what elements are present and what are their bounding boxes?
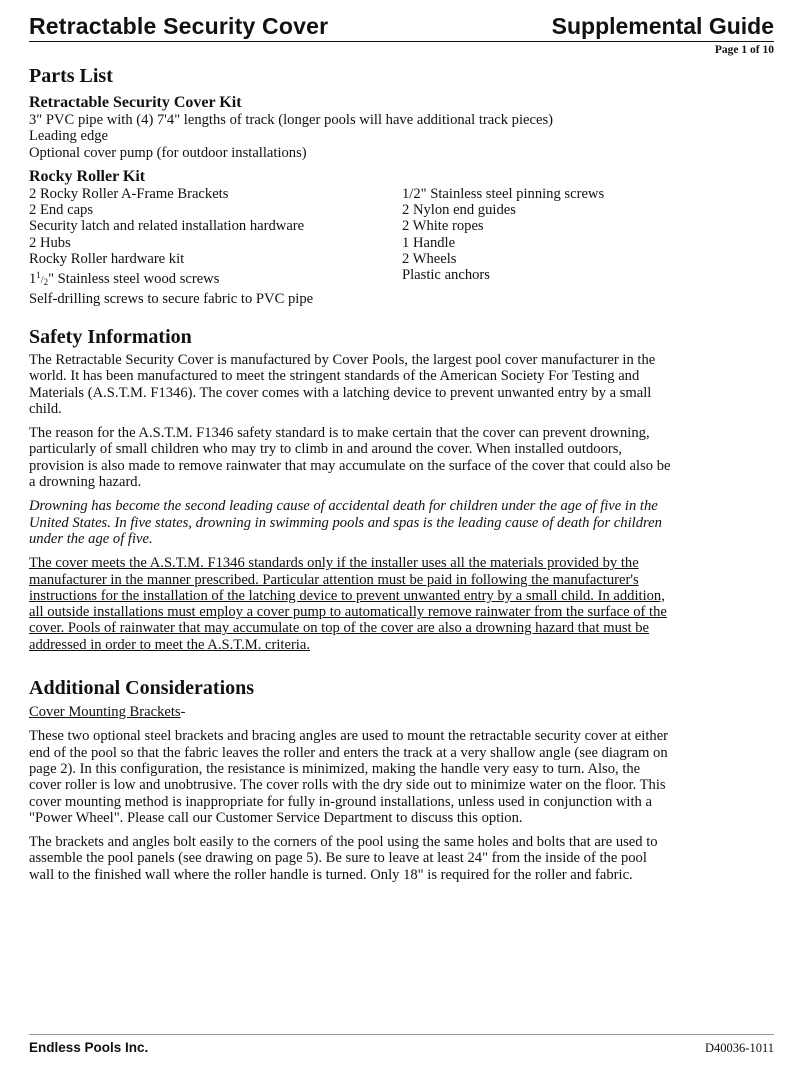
text-line: page 2). In this configuration, the resistance is minimized, making the handle very easy to turn. Also, the [29, 760, 641, 777]
list-item: 1/2" Stainless steel pinning screws [402, 185, 605, 202]
text-line: particularly of small children who may try to climb in and around the cover. When installed outdoors, [29, 441, 623, 458]
additional-paragraph-1 [29, 728, 775, 826]
text-line: instructions for the installation of the latching device to prevent unwanted entry by a small child. In addition, [29, 587, 665, 604]
document-title: Retractable Security Cover [29, 13, 329, 39]
text-line: wall to the finished wall where the roller handle is turned. Only 18" is required for the roller and fabric. [29, 866, 633, 883]
footer-divider [29, 1034, 774, 1035]
footer-company: Endless Pools Inc. [29, 1040, 149, 1055]
list-item: Rocky Roller hardware kit [29, 251, 185, 268]
additional-heading: Additional Considerations [29, 677, 255, 700]
fraction-numerator: 1 [36, 270, 41, 281]
text-line: a drowning hazard. [29, 474, 142, 491]
header-divider [29, 41, 774, 42]
brackets-subheading-label: Cover Mounting Brackets [29, 704, 181, 721]
safety-paragraph-4-underlined [29, 555, 775, 653]
list-item: Security latch and related installation hardware [29, 218, 305, 235]
text-line: These two optional steel brackets and bracing angles are used to mount the retractable security cover at either [29, 728, 669, 745]
safety-paragraph-3-italic [29, 498, 775, 547]
text-line: cover mounting method is inappropriate for fully in-ground installations, unless used in conjunction with a [29, 793, 652, 810]
document-body [29, 64, 775, 883]
text-line: The cover meets the A.S.T.M. F1346 standards only if the installer uses all the materials provided by the [29, 555, 639, 572]
safety-paragraph-2 [29, 425, 775, 490]
text-line: world. It has been manufactured to meet the stringent standards of the American Society For Testing and [29, 368, 640, 385]
cover-kit-heading: Retractable Security Cover Kit [29, 94, 242, 111]
guide-title: Supplemental Guide [551, 13, 774, 39]
text-line: under the age of five. [29, 530, 153, 547]
text-line: "Power Wheel". Please call our Customer Service Department to discuss this option. [29, 809, 523, 826]
text-line: Materials (A.S.T.M. F1346). The cover comes with a latching device to prevent unwanted entry by a small [29, 384, 652, 401]
brackets-subheading-dash: - [180, 704, 186, 721]
list-item-wood-screws: $1^1/_2$" Stainless steel wood screws [29, 270, 220, 288]
text-line: cover. Pools of rainwater that may accumulate on top of the cover are also a drowning hazard that must be [29, 620, 650, 637]
safety-paragraph-1 [29, 352, 775, 417]
list-item: 2 Hubs [29, 234, 71, 251]
list-item: 3" PVC pipe with (4) 7'4" lengths of track (longer pools will have additional track pieces) [29, 112, 553, 128]
list-item: 2 White ropes [402, 218, 484, 235]
page-number: Page 1 of 10 [714, 44, 774, 56]
wood-screws-label: " Stainless steel wood screws [48, 271, 220, 288]
text-line: end of the pool so that the fabric leaves the roller and enters the track at a very shallow angle (see diagram on [29, 744, 668, 761]
list-item: 2 End caps [29, 202, 94, 219]
list-item: 2 Wheels [402, 251, 457, 268]
roller-kit-list [29, 186, 775, 307]
text-line: The Retractable Security Cover is manufactured by Cover Pools, the largest pool cover manufacturer in the [29, 351, 656, 368]
text-line: manufacturer in the manner prescribed. Particular attention must be paid in following the manufacturer's [29, 571, 639, 588]
text-line: addressed in order to meet the A.S.T.M. criteria. [29, 636, 310, 653]
text-line: provision is also made to remove rainwater that may accumulate on the surface of the cover that could also be [29, 457, 671, 474]
roller-kit-left-column [29, 186, 402, 307]
text-line: assemble the pool panels (see drawing on page 5). Be sure to leave at least 24" from the inside of the pool [29, 850, 647, 867]
list-item: Optional cover pump (for outdoor installations) [29, 144, 307, 161]
list-item: Self-drilling screws to secure fabric to PVC pipe [29, 290, 314, 307]
footer-doc-number: D40036-1011 [705, 1041, 774, 1055]
roller-kit-right-column [402, 186, 775, 307]
fraction-denominator: 2 [43, 277, 49, 288]
text-line: all outside installations must employ a cover pump to automatically remove rainwater from the surface of the [29, 604, 667, 621]
roller-kit-heading: Rocky Roller Kit [29, 167, 146, 185]
text-line: The reason for the A.S.T.M. F1346 safety standard is to make certain that the cover can prevent drowning, [29, 425, 650, 442]
parts-list-heading: Parts List [29, 65, 113, 87]
additional-paragraph-2 [29, 834, 775, 883]
text-line: Drowning has become the second leading cause of accidental death for children under the age of five in the [29, 498, 658, 515]
text-line: United States. In five states, drowning in swimming pools and spas is the leading cause of death for children [29, 514, 662, 531]
safety-heading: Safety Information [29, 325, 192, 348]
cover-kit-list [29, 112, 775, 161]
fraction-whole: 1 [29, 271, 37, 288]
text-line: cover roller is low and unobtrusive. The cover rolls with the dry side out to minimize water on the floor. This [29, 777, 666, 794]
brackets-subheading [29, 704, 775, 720]
list-item: 2 Rocky Roller A-Frame Brackets [29, 185, 229, 202]
list-item: 2 Nylon end guides [402, 202, 516, 219]
text-line: The brackets and angles bolt easily to the corners of the pool using the same holes and bolts that are used to [29, 834, 658, 851]
list-item: 1 Handle [402, 234, 456, 251]
list-item: Leading edge [29, 128, 109, 145]
text-line: child. [29, 400, 62, 417]
list-item: Plastic anchors [402, 267, 490, 284]
